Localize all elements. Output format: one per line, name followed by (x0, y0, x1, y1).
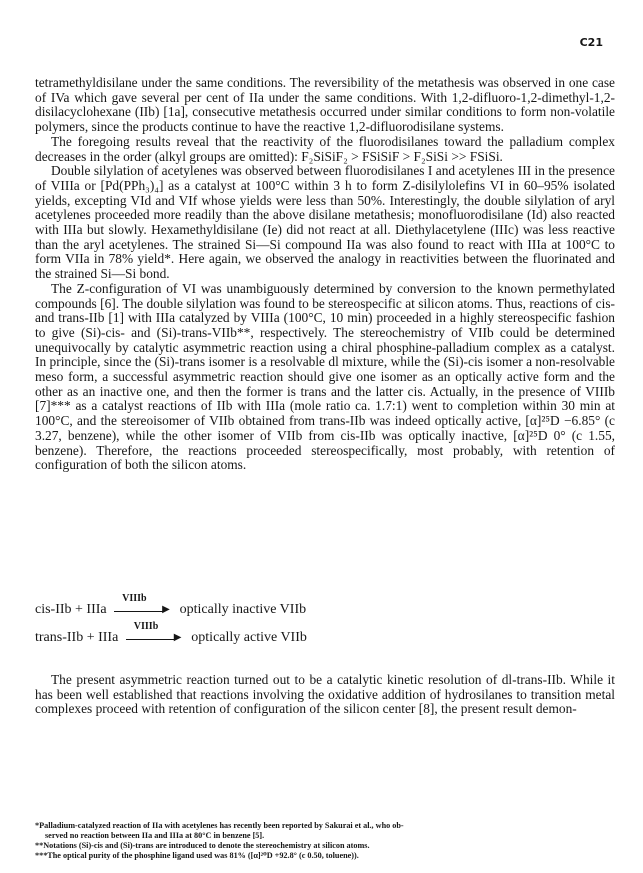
footnote-3: ***The optical purity of the phosphine ligand used was 81% ([α]²⁰D +92.8° (c 0.50, toluene)). (35, 851, 359, 860)
footnote-1: *Palladium-catalyzed reaction of IIa with acetylenes has recently been reported by Sakurai et al., who ob- (35, 821, 404, 830)
paragraph-1: tetramethyldisilane under the same conditions. The reversibility of the metathesis was observed in one case of IVa which gave several per cent of IIa under the same conditions. With 1,2-difluoro-1,2-dimethyl-1,2-disilacyclohexane (IIb) [1a], consecutive metathesis occurred under similar conditions to form non-volatile polymers, since the products continue to have the reactive 1,2-difluorodisilane systems. (35, 75, 615, 135)
reaction-arrow: VIIIb ▶ (114, 603, 172, 617)
paragraph-4: The Z-configuration of VI was unambiguously determined by conversion to the known permethylated compounds [6]. The double silylation was found to be stereospecific at silicon atoms. Thus, reactions of cis- and trans-IIb [1] with IIIa catalyzed by VIIIa (100°C, 10 min) proceeded in a highly stereospecific fashion to give (Si)-cis- and (Si)-trans-VIIb**, respectively. The stereochemistry of VIIb could be determined unequivocally by catalytic asymmetric reaction using a chiral phosphine-palladium complex as a catalyst. In principle, since the (Si)-trans isomer is a resolvable dl mixture, while the (Si)-cis isomer a non-resolvable meso form, a successful asymmetric reaction should give one isomer as an optically active form and the other as an inactive one, and then the former is trans and the latter cis. Actually, in the presence of VIIIb [7]*** as a catalyst reactions of IIb with IIIa (mole ratio ca. 1.7:1) went to completion within 30 min at 100°C, and the stereoisomer of VIIb obtained from trans-IIb was indeed optically active, [α]²⁵D −6.85° (c 3.27, benzene), while the other isomer of VIIb from cis-IIb was optically inactive, [α]²⁵D 0° (c 1.55, benzene). Therefore, the reactions proceeded stereospecifically, most probably, with retention of configuration of both the silicon atoms. (35, 280, 615, 473)
paragraph-5: The present asymmetric reaction turned out to be a catalytic kinetic resolution of dl-trans-IIb. While it has been well established that reactions involving the oxidative addition of hydrosilanes to transition metal complexes proceed with retention of configuration of the silicon center [8], the present result demon- (35, 672, 615, 717)
main-text (35, 76, 615, 473)
reaction-scheme-1 (35, 592, 307, 618)
reaction-arrow: VIIIb ▶ (126, 631, 184, 645)
reaction-2-product: optically active VIIb (191, 630, 307, 645)
paragraph-3: Double silylation of acetylenes was observed between fluorodisilanes I and acetylenes III in the presence of VIIIa or [Pd(PPh₃)₄] as a catalyst at 100°C within 3 h to form Z-disilylolefins VI in 60–95% isolated yields, excepting VId and VIf whose yields were less than 50%. Interestingly, the double silylation of aryl acetylenes proceeded more readily than the above disilane metathesis; monofluorodisilane (Id) also reacted with IIIa but slowly. Hexamethyldisilane (Ie) did not react at all. Diethylacetylene (IIIc) was less reactive than the aryl acetylenes. The strained Si—Si compound IIa was also found to react with IIIa at 100°C to form VIIa in 78% yield*. Here again, we observed the analogy in reactivities between the fluorinated and the strained Si—Si bond. (35, 163, 615, 282)
reaction-2-reactants: trans-IIb + IIIa (35, 630, 119, 645)
reaction-1-product: optically inactive VIIb (179, 602, 307, 617)
page-number: C21 (579, 36, 603, 49)
reaction-scheme-2 (35, 620, 307, 646)
reaction-2-catalyst: VIIIb (133, 620, 159, 632)
main-text-continued (35, 673, 615, 717)
footnotes (35, 821, 625, 861)
reaction-1-catalyst: VIIIb (122, 592, 147, 604)
footnote-2: **Notations (Si)-cis and (Si)-trans are introduced to denote the stereochemistry at silicon atoms. (35, 841, 370, 850)
paragraph-2: The foregoing results reveal that the reactivity of the fluorodisilanes toward the palladium complex decreases in the order (alkyl groups are omitted): F₂SiSiF₂ > FSiSiF > F₂SiSi >> FSiSi. (35, 133, 615, 164)
footnote-1-continued: served no reaction between IIa and IIIa at 80°C in benzene [5]. (45, 831, 265, 840)
reaction-1-reactants: cis-IIb + IIIa (35, 602, 107, 617)
